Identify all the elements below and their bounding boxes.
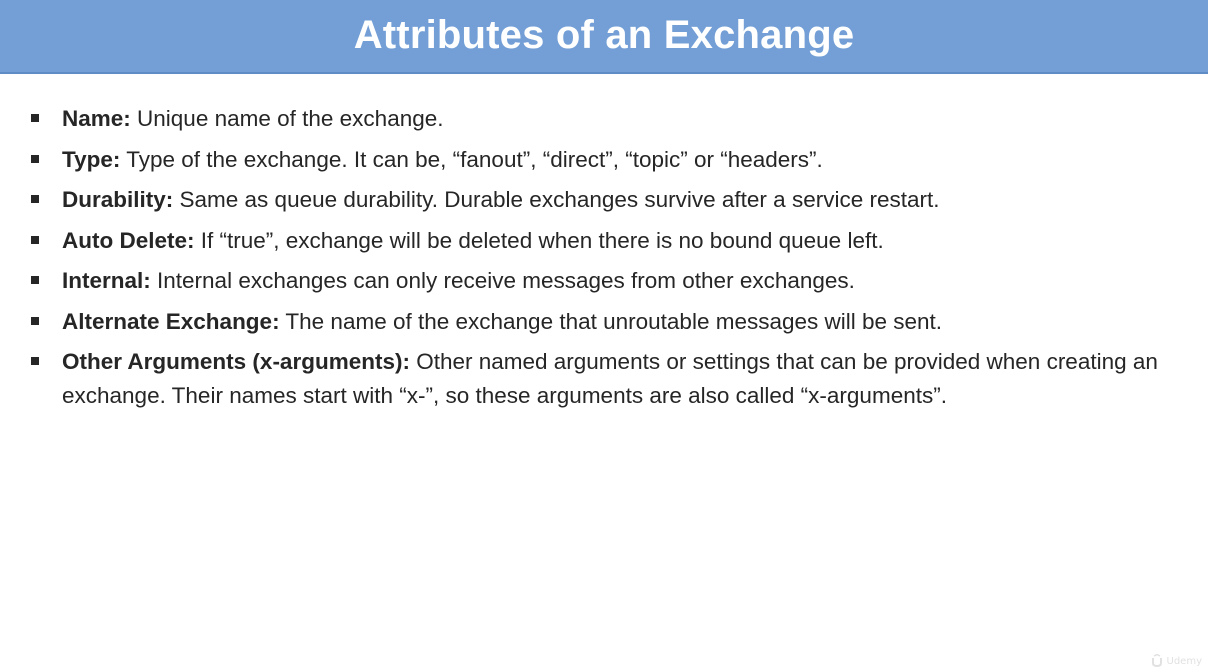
bullet-text: Other named arguments or settings that can be provided when creating an exchange. Their names start with “x-”, so these arguments are also called “x-arguments”.	[62, 349, 1158, 408]
bullet-term: Other Arguments (x-arguments):	[62, 349, 410, 374]
bullet-text: Type of the exchange. It can be, “fanout”, “direct”, “topic” or “headers”.	[120, 146, 823, 172]
bullet-name	[30, 102, 1170, 136]
bullet-text: Internal exchanges can only receive messages from other exchanges.	[150, 268, 855, 293]
watermark-label: Udemy	[1166, 655, 1202, 667]
bullet-term: Auto Delete:	[62, 227, 195, 253]
square-bullet-icon	[31, 317, 39, 325]
bullet-term: Alternate Exchange:	[62, 308, 280, 334]
bullet-term: Type:	[62, 146, 121, 172]
udemy-logo-icon	[1150, 654, 1164, 668]
bullet-term: Name:	[62, 106, 131, 131]
udemy-watermark	[1150, 654, 1202, 668]
square-bullet-icon	[31, 236, 39, 244]
bullet-durability	[30, 183, 1170, 217]
square-bullet-icon	[31, 114, 39, 122]
bullet-text: Same as queue durability. Durable exchanges survive after a service restart.	[173, 187, 940, 212]
square-bullet-icon	[31, 195, 39, 203]
bullet-term: Durability:	[62, 187, 174, 212]
square-bullet-icon	[31, 155, 39, 163]
slide-title-bar	[0, 0, 1208, 74]
bullet-auto-delete	[30, 224, 1170, 258]
bullet-type	[30, 143, 1170, 177]
square-bullet-icon	[31, 357, 39, 365]
bullet-text: The name of the exchange that unroutable messages will be sent.	[279, 308, 943, 334]
bullet-alternate-exchange	[30, 305, 1170, 339]
bullet-other-arguments	[30, 345, 1170, 413]
bullet-text: Unique name of the exchange.	[130, 106, 444, 131]
attribute-bullet-list	[30, 102, 1170, 420]
bullet-internal	[30, 264, 1170, 298]
square-bullet-icon	[31, 276, 39, 284]
bullet-term: Internal:	[62, 268, 151, 293]
slide-title: Attributes of an Exchange	[353, 12, 855, 57]
bullet-text: If “true”, exchange will be deleted when there is no bound queue left.	[194, 227, 884, 253]
